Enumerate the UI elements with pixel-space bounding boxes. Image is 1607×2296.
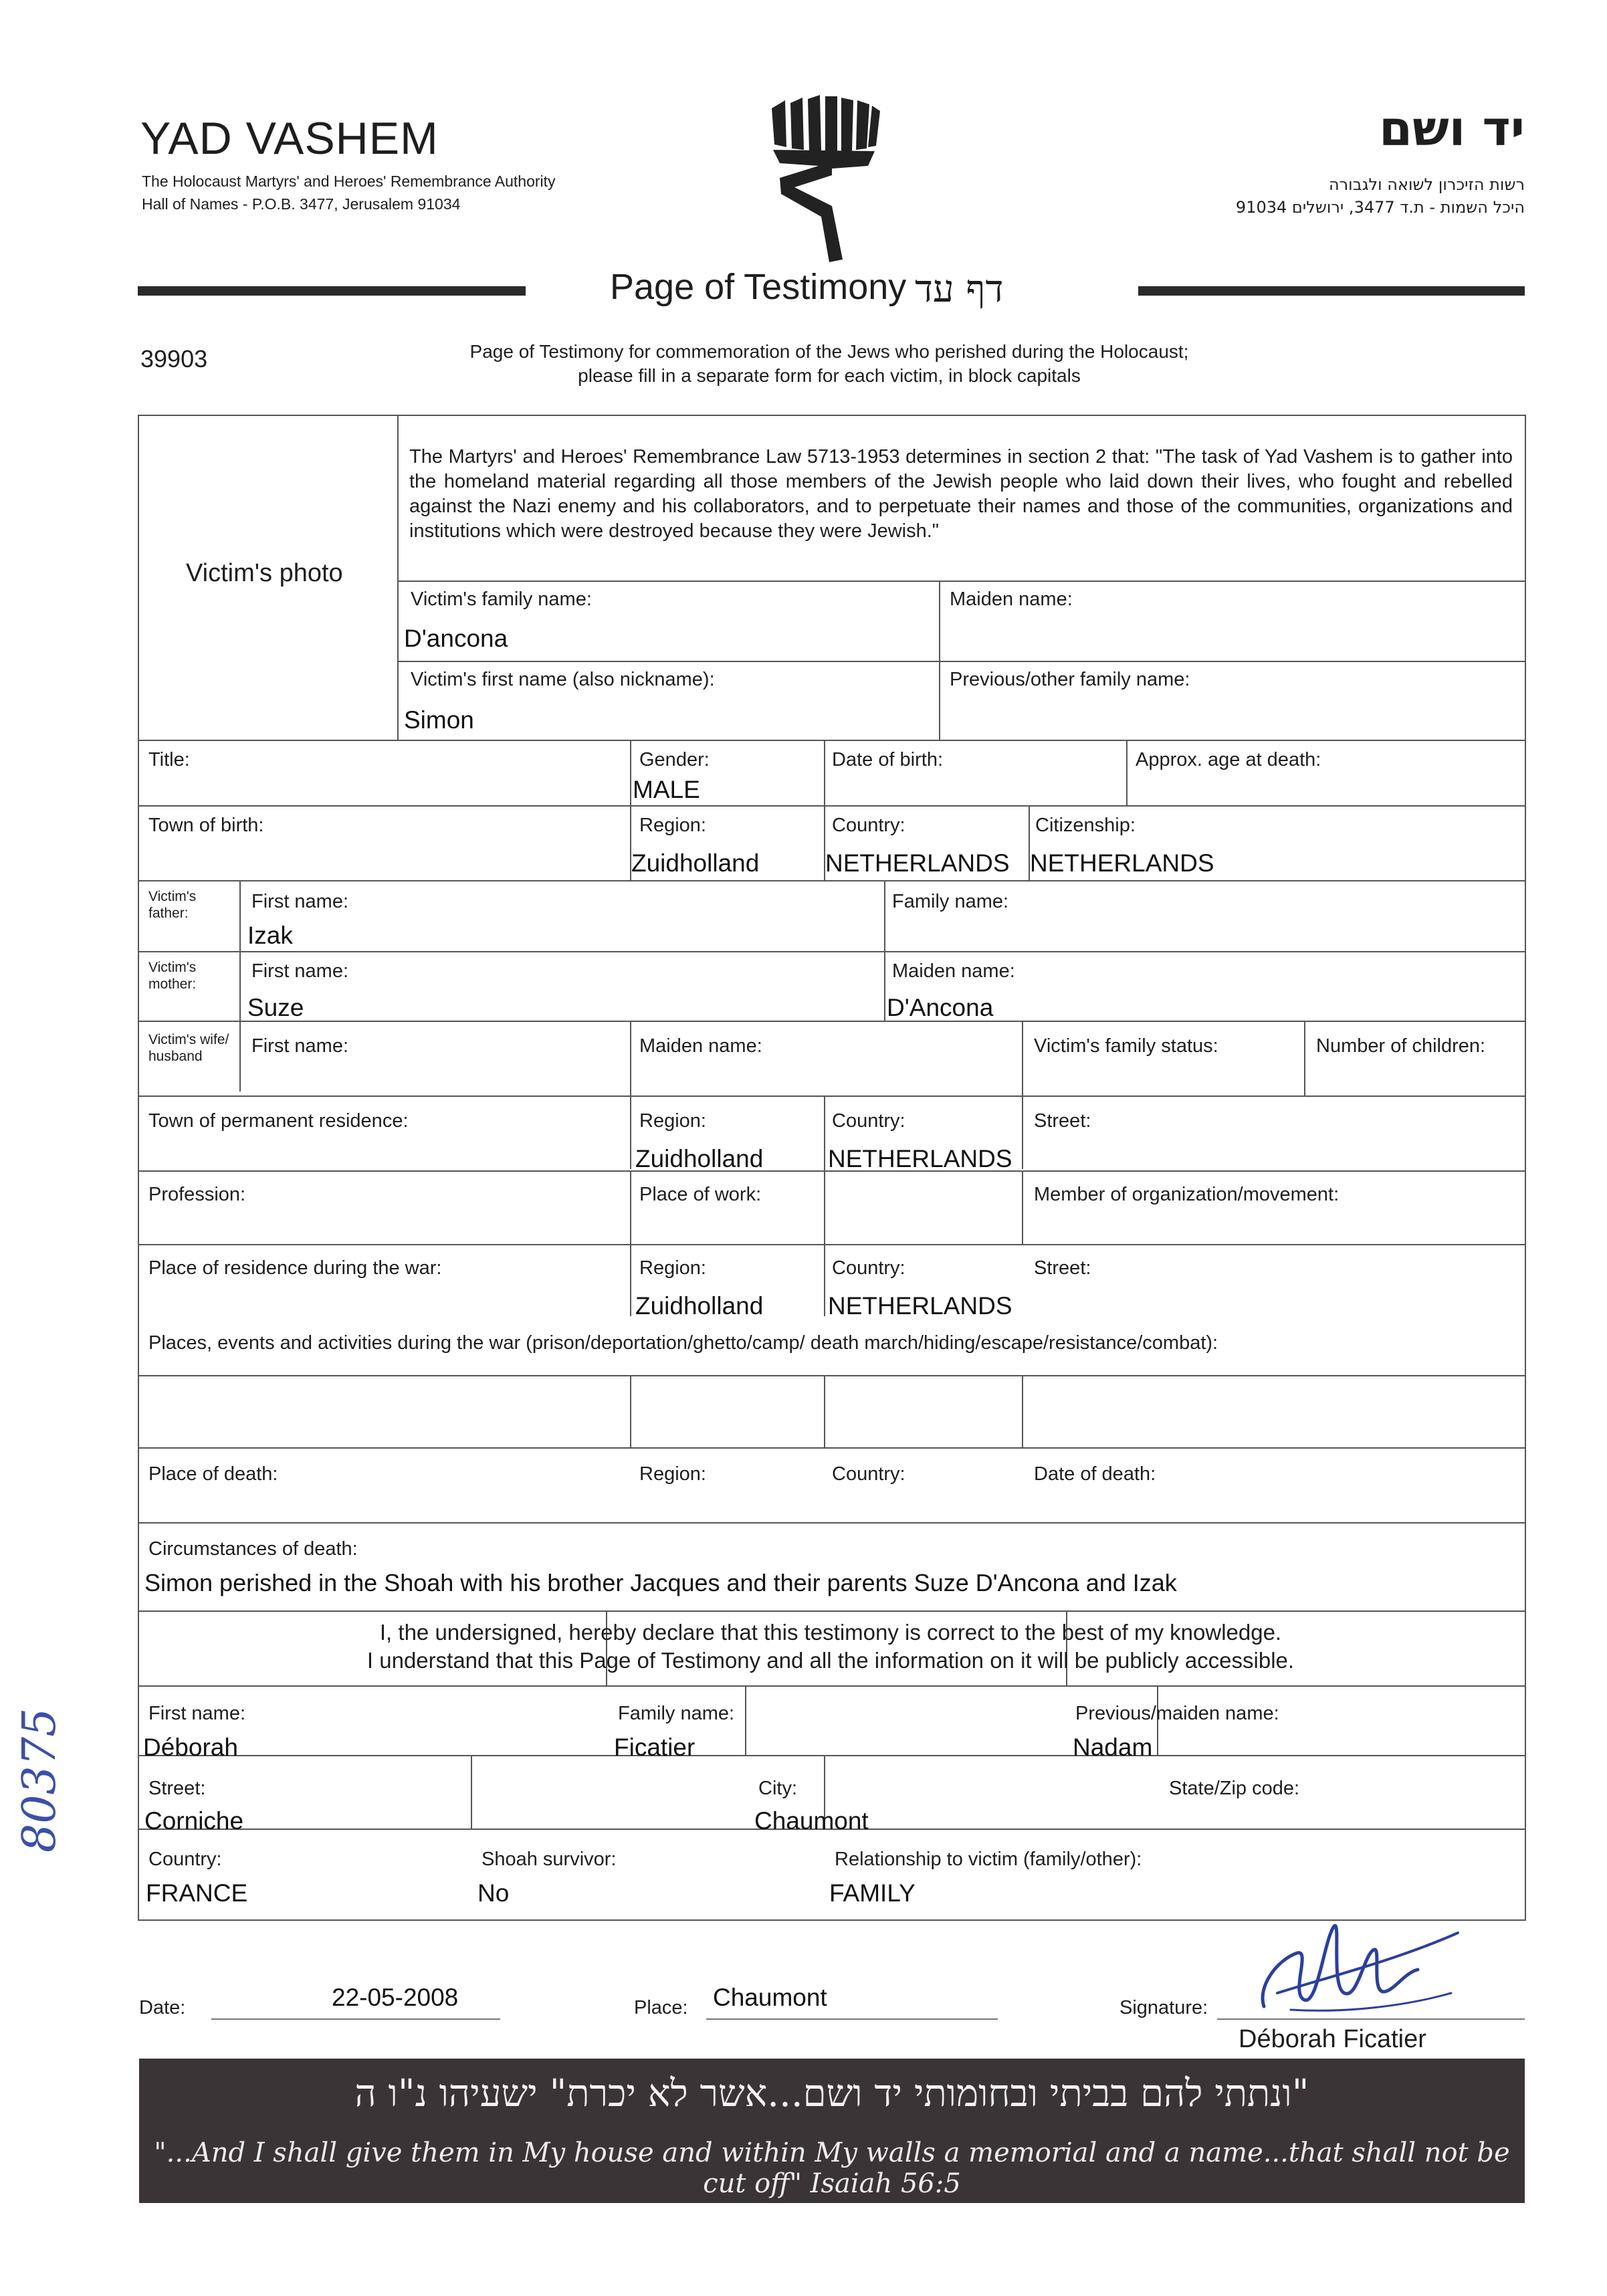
submitter-country-label: Country: bbox=[148, 1849, 222, 1870]
perm-residence-label: Town of permanent residence: bbox=[148, 1110, 409, 1132]
place-value: Chaumont bbox=[713, 1984, 827, 2011]
signature-label: Signature: bbox=[1119, 1997, 1208, 2018]
shoah-survivor-label: Shoah survivor: bbox=[481, 1849, 617, 1870]
submitter-street-value: Corniche bbox=[144, 1807, 244, 1835]
death-country-label: Country: bbox=[832, 1463, 905, 1485]
header-rule-right bbox=[1138, 286, 1525, 296]
perm-region-label: Region: bbox=[639, 1110, 706, 1132]
date-line bbox=[211, 2018, 500, 2020]
birth-country-label: Country: bbox=[832, 815, 905, 836]
war-region-value: Zuidholland bbox=[635, 1292, 764, 1320]
date-label: Date: bbox=[139, 1997, 186, 2018]
family-status-label: Victim's family status: bbox=[1034, 1035, 1218, 1057]
circumstances-value: Simon perished in the Shoah with his brother Jacques and their parents Suze D'Ancona and Izak bbox=[144, 1569, 1177, 1596]
title-label: Title: bbox=[148, 749, 190, 770]
perm-street-label: Street: bbox=[1034, 1110, 1091, 1132]
war-region-label: Region: bbox=[639, 1257, 706, 1279]
submitter-country-value: FRANCE bbox=[146, 1879, 248, 1907]
scripture-banner bbox=[139, 2059, 1525, 2203]
perm-country-label: Country: bbox=[832, 1110, 905, 1132]
war-country-value: NETHERLANDS bbox=[828, 1292, 1012, 1320]
submitter-prev-name-label: Previous/maiden name: bbox=[1075, 1703, 1279, 1724]
form-number: 39903 bbox=[140, 345, 208, 373]
town-of-birth-label: Town of birth: bbox=[148, 815, 264, 836]
mother-maiden-name-label: Maiden name: bbox=[892, 960, 1015, 982]
submitter-street-label: Street: bbox=[148, 1778, 206, 1799]
signature-scribble-icon bbox=[1251, 1913, 1471, 2026]
org-address: Hall of Names - P.O.B. 3477, Jerusalem 91034 bbox=[142, 195, 461, 213]
org-name: YAD VASHEM bbox=[140, 113, 439, 164]
gender-value: MALE bbox=[633, 776, 700, 803]
form-title: Page of Testimony bbox=[610, 267, 907, 307]
law-text: The Martyrs' and Heroes' Remembrance Law 5713-1953 determines in section 2 that: "The task of Yad Vashem is to gather into the homeland material regarding all those members of the Jewish people who laid down their lives, who fought and rebelled against the Nazi enemy and his collaborators, and to perpetuate their names and those of the communities, organizations and institutions which were destroyed because they were Jewish." bbox=[409, 446, 1513, 542]
state-zip-label: State/Zip code: bbox=[1169, 1778, 1300, 1799]
gender-label: Gender: bbox=[639, 749, 710, 770]
intro-line-2: please fill in a separate form for each victim, in block capitals bbox=[578, 365, 1081, 386]
margin-handwritten-number: 80375 bbox=[13, 1707, 66, 1853]
relationship-value: FAMILY bbox=[829, 1879, 916, 1907]
place-line bbox=[706, 2018, 998, 2020]
perm-country-value: NETHERLANDS bbox=[828, 1145, 1012, 1172]
children-count-label: Number of children: bbox=[1316, 1035, 1486, 1057]
intro-line-1: Page of Testimony for commemoration of the Jews who perished during the Holocaust; bbox=[469, 341, 1189, 362]
submitter-prev-name-value: Nadam bbox=[1073, 1734, 1153, 1761]
signature-name: Déborah Ficatier bbox=[1239, 2025, 1426, 2053]
date-of-death-label: Date of death: bbox=[1034, 1463, 1156, 1485]
death-region-label: Region: bbox=[639, 1463, 706, 1485]
declaration-line-2: I understand that this Page of Testimony and all the information on it will be publicly accessible. bbox=[366, 1648, 1295, 1673]
mother-maiden-name-value: D'Ancona bbox=[887, 994, 994, 1021]
date-value: 22-05-2008 bbox=[332, 1984, 459, 2011]
org-subtitle: The Holocaust Martyrs' and Heroes' Remembrance Authority bbox=[142, 173, 556, 190]
victims-photo-label: Victim's photo bbox=[186, 559, 343, 587]
place-label: Place: bbox=[634, 1997, 688, 2018]
spouse-maiden-name-label: Maiden name: bbox=[639, 1035, 762, 1057]
form-title-hebrew: דף עד bbox=[915, 268, 1004, 311]
first-name-label: Victim's first name (also nickname): bbox=[411, 669, 715, 690]
relationship-label: Relationship to victim (family/other): bbox=[835, 1849, 1142, 1870]
banner-hebrew-text: "ונתתי להם בביתי ובחומותי יד ושם...אשר לא יכרת" ישעיהו נ"ו ה bbox=[354, 2072, 1309, 2115]
father-family-name-label: Family name: bbox=[892, 891, 1009, 912]
header-rule-left bbox=[138, 286, 526, 296]
mother-first-name-value: Suze bbox=[247, 994, 304, 1021]
menorah-logo-icon bbox=[768, 94, 881, 268]
org-subtitle-hebrew: רשות הזיכרון לשואה ולגבורה bbox=[1328, 175, 1525, 194]
citizenship-value: NETHERLANDS bbox=[1030, 849, 1214, 877]
approx-age-label: Approx. age at death: bbox=[1136, 749, 1321, 770]
maiden-name-label: Maiden name: bbox=[950, 589, 1073, 610]
family-name-value: D'ancona bbox=[404, 625, 508, 652]
family-name-label: Victim's family name: bbox=[411, 589, 592, 610]
place-of-work-label: Place of work: bbox=[639, 1184, 762, 1205]
prev-family-name-label: Previous/other family name: bbox=[950, 669, 1190, 690]
war-residence-label: Place of residence during the war: bbox=[148, 1257, 442, 1279]
mother-first-name-label: First name: bbox=[251, 960, 349, 982]
submitter-family-name-value: Ficatier bbox=[614, 1734, 695, 1761]
spouse-first-name-label: First name: bbox=[251, 1035, 349, 1057]
birth-region-value: Zuidholland bbox=[631, 849, 760, 877]
father-first-name-value: Izak bbox=[247, 922, 293, 949]
perm-region-value: Zuidholland bbox=[635, 1145, 764, 1172]
first-name-value: Simon bbox=[404, 706, 474, 734]
shoah-survivor-value: No bbox=[477, 1879, 510, 1907]
war-country-label: Country: bbox=[832, 1257, 905, 1279]
father-first-name-label: First name: bbox=[251, 891, 349, 912]
submitter-first-name-label: First name: bbox=[148, 1703, 246, 1724]
birth-country-value: NETHERLANDS bbox=[825, 849, 1010, 877]
submitter-family-name-label: Family name: bbox=[618, 1703, 735, 1724]
citizenship-label: Citizenship: bbox=[1035, 815, 1136, 836]
victims-mother-label: Victim's mother: bbox=[148, 960, 197, 992]
circumstances-label: Circumstances of death: bbox=[148, 1538, 358, 1560]
banner-english-text: "...And I shall give them in My house and within My walls a memorial and a name...that shall not be cut off" Isaiah 56:5 bbox=[154, 2137, 1510, 2199]
profession-label: Profession: bbox=[148, 1184, 246, 1205]
place-of-death-label: Place of death: bbox=[148, 1463, 278, 1485]
org-address-hebrew: היכל השמות - ת.ד 3477, ירושלים 91034 bbox=[1235, 198, 1525, 217]
dob-label: Date of birth: bbox=[832, 749, 944, 770]
declaration-line-1: I, the undersigned, hereby declare that this testimony is correct to the best of my knowledge. bbox=[379, 1620, 1282, 1645]
submitter-city-label: City: bbox=[758, 1778, 797, 1799]
member-org-label: Member of organization/movement: bbox=[1034, 1184, 1340, 1205]
intro-text bbox=[374, 340, 1284, 388]
war-street-label: Street: bbox=[1034, 1257, 1091, 1279]
org-name-hebrew: יד ושם bbox=[1378, 100, 1525, 156]
submitter-city-value: Chaumont bbox=[754, 1807, 869, 1835]
victims-spouse-label: Victim's wife/ husband bbox=[148, 1032, 229, 1064]
birth-region-label: Region: bbox=[639, 815, 706, 836]
places-events-label: Places, events and activities during the war (prison/deportation/ghetto/camp/ death march/hiding/escape/resistance/combat): bbox=[148, 1332, 1218, 1354]
victims-father-label: Victim's father: bbox=[148, 889, 197, 921]
submitter-first-name-value: Déborah bbox=[143, 1734, 238, 1761]
